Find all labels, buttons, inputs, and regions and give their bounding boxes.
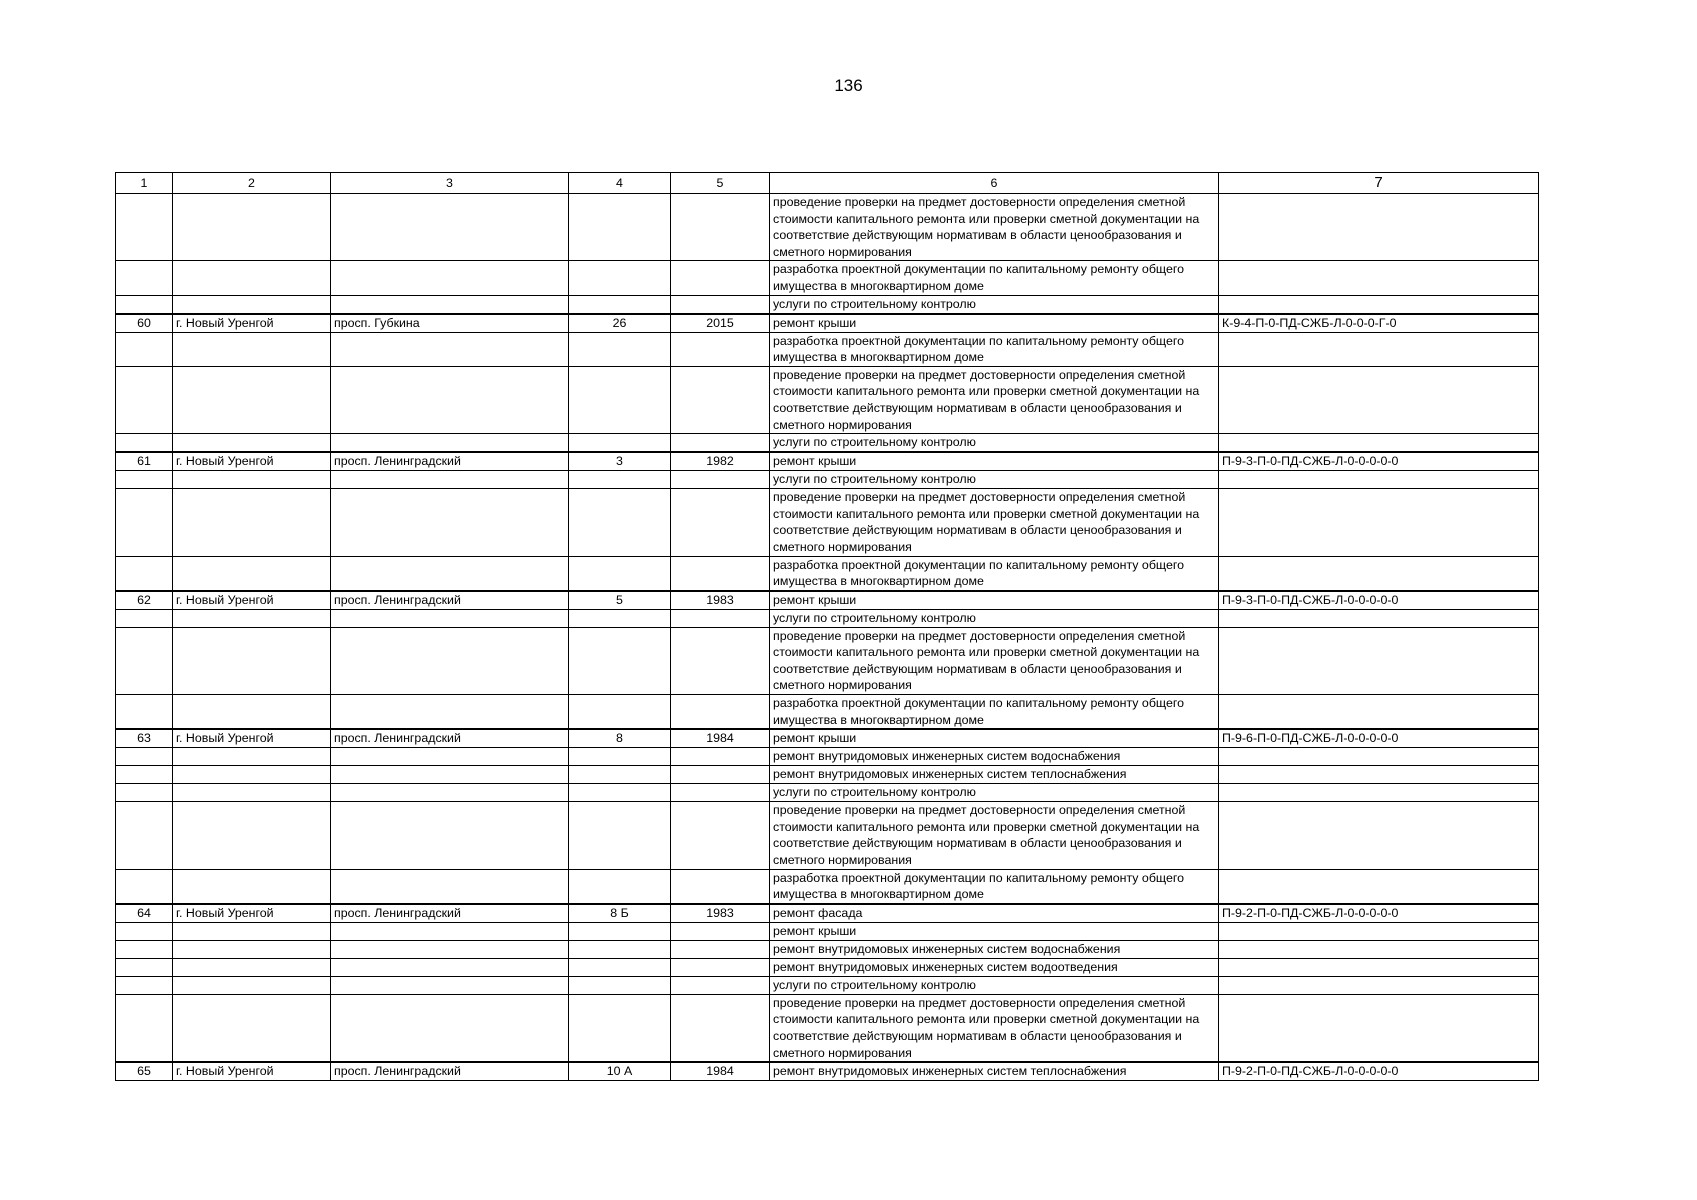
- city-cell: [173, 295, 331, 314]
- year-cell: [671, 695, 770, 730]
- building-code-cell: П-9-3-П-0-ПД-СЖБ-Л-0-0-0-0-0: [1219, 452, 1539, 471]
- year-cell: 1984: [671, 1062, 770, 1081]
- building-code-cell: [1219, 434, 1539, 453]
- table-row: [116, 695, 1539, 730]
- city-cell: [173, 802, 331, 869]
- house-number-cell: [569, 261, 671, 295]
- row-number-cell: [116, 295, 173, 314]
- building-code-cell: [1219, 976, 1539, 994]
- year-cell: [671, 940, 770, 958]
- city-cell: [173, 556, 331, 591]
- house-number-cell: 5: [569, 591, 671, 610]
- street-cell: [331, 695, 569, 730]
- row-number-cell: [116, 627, 173, 694]
- year-cell: [671, 295, 770, 314]
- table-row: [116, 261, 1539, 295]
- year-cell: [671, 194, 770, 261]
- col-header-2: 2: [173, 173, 331, 194]
- table-row: [116, 784, 1539, 802]
- house-number-cell: [569, 748, 671, 766]
- street-cell: [331, 194, 569, 261]
- year-cell: [671, 332, 770, 366]
- work-type-cell: проведение проверки на предмет достоверности определения сметной стоимости капитального ремонта или проверки сметной документации на соответствие действующим нормативам в области ценообразования и сметного нормирования: [770, 194, 1219, 261]
- building-code-cell: К-9-4-П-0-ПД-СЖБ-Л-0-0-0-Г-0: [1219, 314, 1539, 333]
- table-row: [116, 434, 1539, 453]
- street-cell: [331, 332, 569, 366]
- row-number-cell: 65: [116, 1062, 173, 1081]
- street-cell: просп. Ленинградский: [331, 904, 569, 923]
- street-cell: [331, 471, 569, 489]
- col-header-7: 7: [1219, 173, 1539, 194]
- row-number-cell: [116, 922, 173, 940]
- work-type-cell: ремонт фасада: [770, 904, 1219, 923]
- city-cell: [173, 976, 331, 994]
- col-header-3: 3: [331, 173, 569, 194]
- building-code-cell: П-9-2-П-0-ПД-СЖБ-Л-0-0-0-0-0: [1219, 1062, 1539, 1081]
- work-type-cell: услуги по строительному контролю: [770, 471, 1219, 489]
- year-cell: [671, 261, 770, 295]
- table-row: [116, 194, 1539, 261]
- building-code-cell: П-9-6-П-0-ПД-СЖБ-Л-0-0-0-0-0: [1219, 729, 1539, 748]
- work-type-cell: проведение проверки на предмет достоверности определения сметной стоимости капитального ремонта или проверки сметной документации на соответствие действующим нормативам в области ценообразования и сметного нормирования: [770, 627, 1219, 694]
- city-cell: [173, 994, 331, 1062]
- table-row: [116, 994, 1539, 1062]
- street-cell: [331, 766, 569, 784]
- street-cell: [331, 627, 569, 694]
- city-cell: [173, 940, 331, 958]
- house-number-cell: [569, 922, 671, 940]
- year-cell: [671, 994, 770, 1062]
- table-row: [116, 295, 1539, 314]
- work-type-cell: разработка проектной документации по капитальному ремонту общего имущества в многоквартирном доме: [770, 261, 1219, 295]
- row-number-cell: [116, 366, 173, 433]
- street-cell: [331, 434, 569, 453]
- row-number-cell: [116, 994, 173, 1062]
- year-cell: [671, 471, 770, 489]
- row-number-cell: 64: [116, 904, 173, 923]
- street-cell: просп. Губкина: [331, 314, 569, 333]
- work-type-cell: ремонт внутридомовых инженерных систем теплоснабжения: [770, 766, 1219, 784]
- row-number-cell: [116, 940, 173, 958]
- city-cell: [173, 489, 331, 556]
- row-number-cell: [116, 194, 173, 261]
- street-cell: [331, 261, 569, 295]
- table-row: [116, 922, 1539, 940]
- city-cell: [173, 609, 331, 627]
- city-cell: [173, 194, 331, 261]
- row-number-cell: [116, 869, 173, 904]
- row-number-cell: [116, 695, 173, 730]
- house-number-cell: [569, 556, 671, 591]
- table-row: [116, 958, 1539, 976]
- house-number-cell: [569, 940, 671, 958]
- house-number-cell: [569, 958, 671, 976]
- row-number-cell: 60: [116, 314, 173, 333]
- city-cell: [173, 784, 331, 802]
- house-number-cell: [569, 434, 671, 453]
- house-number-cell: [569, 366, 671, 433]
- table-row: [116, 609, 1539, 627]
- row-number-cell: [116, 784, 173, 802]
- house-number-cell: 8: [569, 729, 671, 748]
- city-cell: [173, 261, 331, 295]
- work-type-cell: ремонт крыши: [770, 922, 1219, 940]
- city-cell: г. Новый Уренгой: [173, 452, 331, 471]
- year-cell: [671, 802, 770, 869]
- table-row: [116, 904, 1539, 923]
- street-cell: просп. Ленинградский: [331, 729, 569, 748]
- work-type-cell: проведение проверки на предмет достоверности определения сметной стоимости капитального ремонта или проверки сметной документации на соответствие действующим нормативам в области ценообразования и сметного нормирования: [770, 366, 1219, 433]
- street-cell: [331, 976, 569, 994]
- building-code-cell: П-9-3-П-0-ПД-СЖБ-Л-0-0-0-0-0: [1219, 591, 1539, 610]
- capital-repair-table: [115, 172, 1539, 1081]
- table-row: [116, 627, 1539, 694]
- building-code-cell: [1219, 295, 1539, 314]
- work-type-cell: ремонт крыши: [770, 591, 1219, 610]
- year-cell: [671, 748, 770, 766]
- house-number-cell: [569, 332, 671, 366]
- year-cell: [671, 958, 770, 976]
- city-cell: [173, 958, 331, 976]
- work-type-cell: ремонт внутридомовых инженерных систем теплоснабжения: [770, 1062, 1219, 1081]
- building-code-cell: [1219, 748, 1539, 766]
- street-cell: [331, 922, 569, 940]
- table-row: [116, 556, 1539, 591]
- building-code-cell: [1219, 489, 1539, 556]
- year-cell: [671, 784, 770, 802]
- year-cell: 1982: [671, 452, 770, 471]
- header-row: [116, 173, 1539, 194]
- work-type-cell: услуги по строительному контролю: [770, 609, 1219, 627]
- building-code-cell: [1219, 940, 1539, 958]
- work-type-cell: ремонт крыши: [770, 314, 1219, 333]
- house-number-cell: 8 Б: [569, 904, 671, 923]
- table-row: [116, 591, 1539, 610]
- work-type-cell: проведение проверки на предмет достоверности определения сметной стоимости капитального ремонта или проверки сметной документации на соответствие действующим нормативам в области ценообразования и сметного нормирования: [770, 489, 1219, 556]
- table-row: [116, 729, 1539, 748]
- row-number-cell: [116, 332, 173, 366]
- building-code-cell: [1219, 609, 1539, 627]
- city-cell: [173, 869, 331, 904]
- year-cell: [671, 556, 770, 591]
- year-cell: [671, 434, 770, 453]
- street-cell: [331, 556, 569, 591]
- city-cell: [173, 366, 331, 433]
- house-number-cell: [569, 869, 671, 904]
- table-row: [116, 748, 1539, 766]
- table-row: [116, 314, 1539, 333]
- row-number-cell: [116, 802, 173, 869]
- year-cell: [671, 609, 770, 627]
- building-code-cell: [1219, 261, 1539, 295]
- row-number-cell: 63: [116, 729, 173, 748]
- building-code-cell: [1219, 471, 1539, 489]
- year-cell: [671, 766, 770, 784]
- street-cell: [331, 802, 569, 869]
- street-cell: [331, 748, 569, 766]
- house-number-cell: [569, 609, 671, 627]
- street-cell: просп. Ленинградский: [331, 452, 569, 471]
- building-code-cell: [1219, 556, 1539, 591]
- city-cell: [173, 922, 331, 940]
- row-number-cell: [116, 471, 173, 489]
- year-cell: [671, 922, 770, 940]
- street-cell: [331, 609, 569, 627]
- building-code-cell: [1219, 869, 1539, 904]
- work-type-cell: ремонт крыши: [770, 729, 1219, 748]
- year-cell: 2015: [671, 314, 770, 333]
- table-row: [116, 366, 1539, 433]
- table-row: [116, 869, 1539, 904]
- year-cell: 1983: [671, 591, 770, 610]
- street-cell: [331, 489, 569, 556]
- work-type-cell: услуги по строительному контролю: [770, 784, 1219, 802]
- year-cell: [671, 627, 770, 694]
- work-type-cell: ремонт внутридомовых инженерных систем водоснабжения: [770, 940, 1219, 958]
- table-row: [116, 1062, 1539, 1081]
- house-number-cell: [569, 489, 671, 556]
- building-code-cell: [1219, 627, 1539, 694]
- row-number-cell: [116, 748, 173, 766]
- city-cell: г. Новый Уренгой: [173, 1062, 331, 1081]
- building-code-cell: [1219, 332, 1539, 366]
- city-cell: [173, 627, 331, 694]
- work-type-cell: разработка проектной документации по капитальному ремонту общего имущества в многоквартирном доме: [770, 869, 1219, 904]
- street-cell: [331, 784, 569, 802]
- city-cell: [173, 766, 331, 784]
- year-cell: [671, 869, 770, 904]
- house-number-cell: [569, 194, 671, 261]
- building-code-cell: [1219, 802, 1539, 869]
- building-code-cell: [1219, 366, 1539, 433]
- house-number-cell: [569, 766, 671, 784]
- table-row: [116, 766, 1539, 784]
- street-cell: [331, 366, 569, 433]
- street-cell: [331, 295, 569, 314]
- street-cell: [331, 940, 569, 958]
- work-type-cell: ремонт крыши: [770, 452, 1219, 471]
- house-number-cell: [569, 471, 671, 489]
- building-code-cell: [1219, 958, 1539, 976]
- col-header-5: 5: [671, 173, 770, 194]
- city-cell: г. Новый Уренгой: [173, 314, 331, 333]
- table-body: [116, 194, 1539, 1081]
- work-type-cell: проведение проверки на предмет достоверности определения сметной стоимости капитального ремонта или проверки сметной документации на соответствие действующим нормативам в области ценообразования и сметного нормирования: [770, 802, 1219, 869]
- row-number-cell: 61: [116, 452, 173, 471]
- building-code-cell: [1219, 695, 1539, 730]
- year-cell: [671, 489, 770, 556]
- col-header-6: 6: [770, 173, 1219, 194]
- row-number-cell: [116, 958, 173, 976]
- row-number-cell: [116, 609, 173, 627]
- row-number-cell: 62: [116, 591, 173, 610]
- table-row: [116, 332, 1539, 366]
- house-number-cell: [569, 994, 671, 1062]
- house-number-cell: [569, 295, 671, 314]
- row-number-cell: [116, 556, 173, 591]
- house-number-cell: [569, 784, 671, 802]
- city-cell: [173, 332, 331, 366]
- house-number-cell: [569, 976, 671, 994]
- col-header-4: 4: [569, 173, 671, 194]
- work-type-cell: разработка проектной документации по капитальному ремонту общего имущества в многоквартирном доме: [770, 695, 1219, 730]
- building-code-cell: [1219, 766, 1539, 784]
- page-number: 136: [834, 76, 863, 95]
- table-row: [116, 489, 1539, 556]
- work-type-cell: ремонт внутридомовых инженерных систем водоотведения: [770, 958, 1219, 976]
- row-number-cell: [116, 261, 173, 295]
- col-header-1: 1: [116, 173, 173, 194]
- street-cell: просп. Ленинградский: [331, 1062, 569, 1081]
- table-row: [116, 452, 1539, 471]
- house-number-cell: 3: [569, 452, 671, 471]
- street-cell: [331, 869, 569, 904]
- table-row: [116, 976, 1539, 994]
- table-row: [116, 940, 1539, 958]
- city-cell: г. Новый Уренгой: [173, 729, 331, 748]
- work-type-cell: услуги по строительному контролю: [770, 295, 1219, 314]
- building-code-cell: [1219, 194, 1539, 261]
- house-number-cell: 10 А: [569, 1062, 671, 1081]
- work-type-cell: разработка проектной документации по капитальному ремонту общего имущества в многоквартирном доме: [770, 556, 1219, 591]
- city-cell: [173, 434, 331, 453]
- work-type-cell: разработка проектной документации по капитальному ремонту общего имущества в многоквартирном доме: [770, 332, 1219, 366]
- house-number-cell: [569, 802, 671, 869]
- building-code-cell: П-9-2-П-0-ПД-СЖБ-Л-0-0-0-0-0: [1219, 904, 1539, 923]
- work-type-cell: проведение проверки на предмет достоверности определения сметной стоимости капитального ремонта или проверки сметной документации на соответствие действующим нормативам в области ценообразования и сметного нормирования: [770, 994, 1219, 1062]
- table-row: [116, 471, 1539, 489]
- building-code-cell: [1219, 994, 1539, 1062]
- city-cell: [173, 471, 331, 489]
- year-cell: 1983: [671, 904, 770, 923]
- city-cell: г. Новый Уренгой: [173, 591, 331, 610]
- city-cell: [173, 748, 331, 766]
- work-type-cell: услуги по строительному контролю: [770, 976, 1219, 994]
- building-code-cell: [1219, 922, 1539, 940]
- year-cell: [671, 366, 770, 433]
- row-number-cell: [116, 976, 173, 994]
- house-number-cell: [569, 627, 671, 694]
- city-cell: [173, 695, 331, 730]
- work-type-cell: услуги по строительному контролю: [770, 434, 1219, 453]
- year-cell: [671, 976, 770, 994]
- table-row: [116, 802, 1539, 869]
- year-cell: 1984: [671, 729, 770, 748]
- city-cell: г. Новый Уренгой: [173, 904, 331, 923]
- row-number-cell: [116, 489, 173, 556]
- street-cell: [331, 958, 569, 976]
- house-number-cell: 26: [569, 314, 671, 333]
- street-cell: [331, 994, 569, 1062]
- building-code-cell: [1219, 784, 1539, 802]
- house-number-cell: [569, 695, 671, 730]
- street-cell: просп. Ленинградский: [331, 591, 569, 610]
- row-number-cell: [116, 766, 173, 784]
- work-type-cell: ремонт внутридомовых инженерных систем водоснабжения: [770, 748, 1219, 766]
- row-number-cell: [116, 434, 173, 453]
